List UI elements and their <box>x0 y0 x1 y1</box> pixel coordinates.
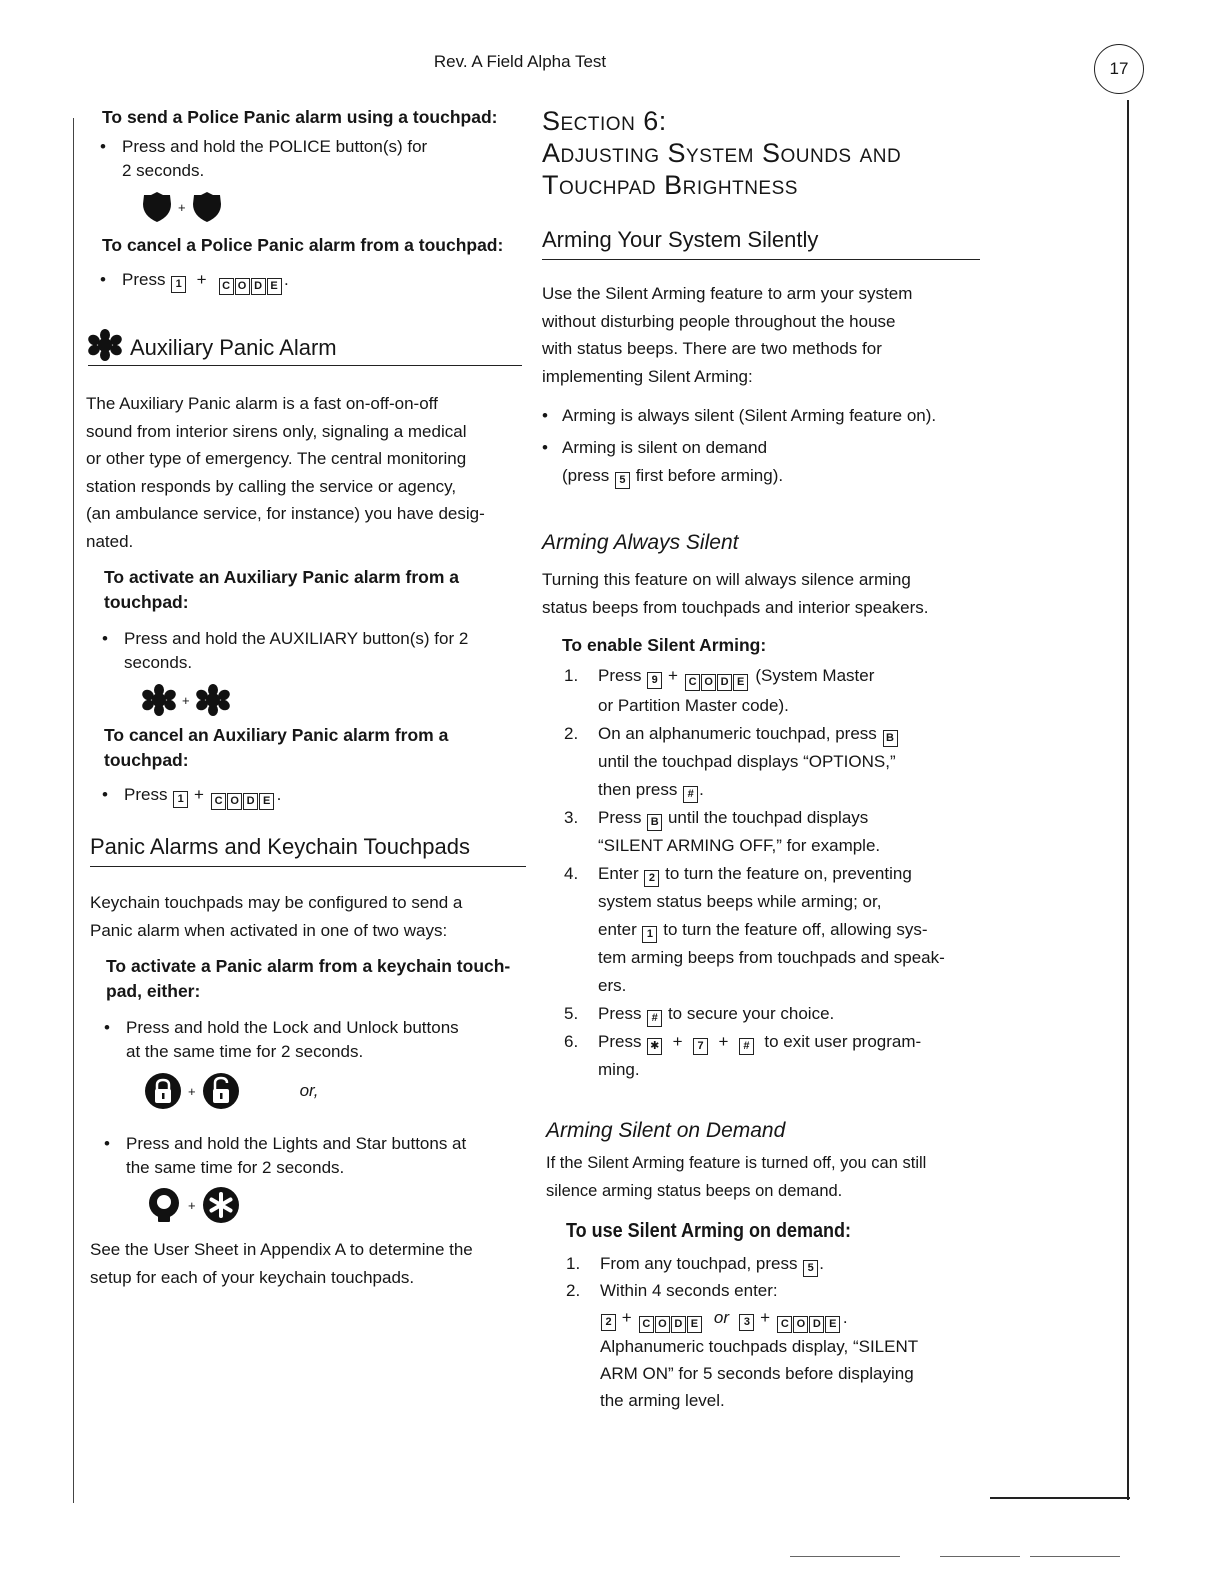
list-item: 3. Press B until the touchpad displays “SILENT ARMING OFF,” for example. <box>564 808 881 855</box>
aux-activate-heading: To activate an Auxiliary Panic alarm from a touchpad: <box>104 567 459 612</box>
page-number: 17 <box>1094 44 1144 94</box>
scan-mark <box>790 1556 900 1557</box>
use-silent-heading: To use Silent Arming on demand: <box>566 1220 852 1242</box>
key-1: 1 <box>173 791 188 808</box>
aux-section-heading <box>88 329 522 366</box>
scan-mark <box>940 1556 1020 1557</box>
list-item: 2. Within 4 seconds enter: 2 + C O D E or 3 + C O D E . Alphanumeric touchpads display, “SILENT ARM ON” for 5 seconds before displaying the arming level. <box>566 1281 919 1410</box>
lock-icon <box>144 1072 182 1110</box>
list-item: • Press and hold the Lock and Unlock buttons at the same time for 2 seconds. <box>104 1018 459 1061</box>
aux-title: Auxiliary Panic Alarm <box>130 335 337 360</box>
list-item: 2. On an alphanumeric touchpad, press B until the touchpad displays “OPTIONS,” then press # . <box>542 720 992 804</box>
aux-cancel-heading: To cancel an Auxiliary Panic alarm from a touchpad: <box>104 725 449 770</box>
demand-paragraph: If the Silent Arming feature is turned off, you can still silence arming status beeps on demand. <box>546 1154 927 1200</box>
keychain-heading: To activate a Panic alarm from a keychain touch- pad, either: <box>106 956 511 1001</box>
page-header: Rev. A Field Alpha Test <box>433 52 607 71</box>
or-label: or, <box>299 1081 319 1100</box>
list-item: • Arming is silent on demand (press 5 first before arming). <box>542 434 992 490</box>
list-item: 1. From any touchpad, press 5 . <box>542 1250 992 1277</box>
list-item: • Press 1 + C O D E . <box>86 268 531 295</box>
enable-silent-heading: To enable Silent Arming: <box>562 635 767 655</box>
lights-star-icons: + <box>146 1186 531 1224</box>
list-item: 6. Press ✱ + 7 + # to exit user program- ming. <box>564 1032 922 1079</box>
list-item: • Press 1 + C O D E . <box>86 783 531 810</box>
list-item: 1. Press 9 + C O D E (System Master or Partition Master code). <box>564 666 875 715</box>
unlock-icon <box>202 1072 240 1110</box>
silent-arming-heading: Arming Your System Silently <box>542 225 980 260</box>
aux-icons: + <box>142 683 531 717</box>
enable-steps-list <box>542 662 992 1084</box>
list-item: 5. Press # to secure your choice. <box>542 1000 992 1028</box>
left-margin-rule <box>73 118 74 1503</box>
silent-arming-paragraph: Use the Silent Arming feature to arm your system without disturbing people throughout the house with status beeps. There are two methods for implementing Silent Arming: <box>542 284 913 386</box>
police-icons: + <box>142 191 531 223</box>
always-silent-paragraph: Turning this feature on will always silence arming status beeps from touchpads and interior speakers. <box>542 570 929 617</box>
aux-paragraph: The Auxiliary Panic alarm is a fast on-off-on-off sound from interior sirens only, signaling a medical or other type of emergency. The central monitoring station responds by calling the service or agency, (an ambulance service, for instance) you have desig- nated. <box>86 394 485 551</box>
key-1: 1 <box>171 276 186 293</box>
auxiliary-cross-icon <box>196 683 230 717</box>
code-keys: C O D E <box>218 270 282 295</box>
right-column <box>542 105 992 1414</box>
use-steps-list <box>542 1250 992 1414</box>
list-item: • Press and hold the Lights and Star buttons at the same time for 2 seconds. <box>104 1134 467 1177</box>
lights-icon <box>146 1186 182 1224</box>
police-shield-icon <box>142 191 172 223</box>
demand-heading: Arming Silent on Demand <box>546 1119 786 1142</box>
keychain-paragraph: Keychain touchpads may be configured to send a Panic alarm when activated in one of two ways: <box>90 893 463 940</box>
auxiliary-cross-icon <box>88 329 122 361</box>
auxiliary-cross-icon <box>142 683 176 717</box>
code-keys: C O D E <box>211 785 275 810</box>
police-cancel-heading: To cancel a Police Panic alarm from a touchpad: <box>102 235 504 255</box>
list-item: • Press and hold the POLICE button(s) for 2 seconds. <box>100 137 428 180</box>
police-shield-icon <box>192 191 222 223</box>
left-column <box>86 105 531 1291</box>
list-item: • Arming is always silent (Silent Arming feature on). <box>542 406 937 425</box>
key-5: 5 <box>615 472 630 489</box>
star-button-icon <box>202 1186 240 1224</box>
always-silent-heading: Arming Always Silent <box>542 531 739 554</box>
section-title: Section 6: Adjusting System Sounds and Touchpad Brightness <box>542 106 902 200</box>
list-item: • Press and hold the AUXILIARY button(s) for 2 seconds. <box>102 629 469 672</box>
list-item: 4. Enter 2 to turn the feature on, preventing system status beeps while arming; or, enter 1 to turn the feature off, allowing sys- tem arming beeps from touchpads and speak- ers. <box>564 864 945 995</box>
bottom-rule <box>990 1497 1130 1499</box>
police-send-heading: To send a Police Panic alarm using a touchpad: <box>102 107 498 127</box>
lock-unlock-icons: + or, <box>144 1072 531 1110</box>
keychain-section-heading: Panic Alarms and Keychain Touchpads <box>90 832 526 867</box>
scan-mark <box>1030 1556 1120 1557</box>
see-appendix-paragraph: See the User Sheet in Appendix A to determine the setup for each of your keychain touchpads. <box>90 1240 473 1287</box>
right-margin-rule <box>1127 100 1129 1500</box>
